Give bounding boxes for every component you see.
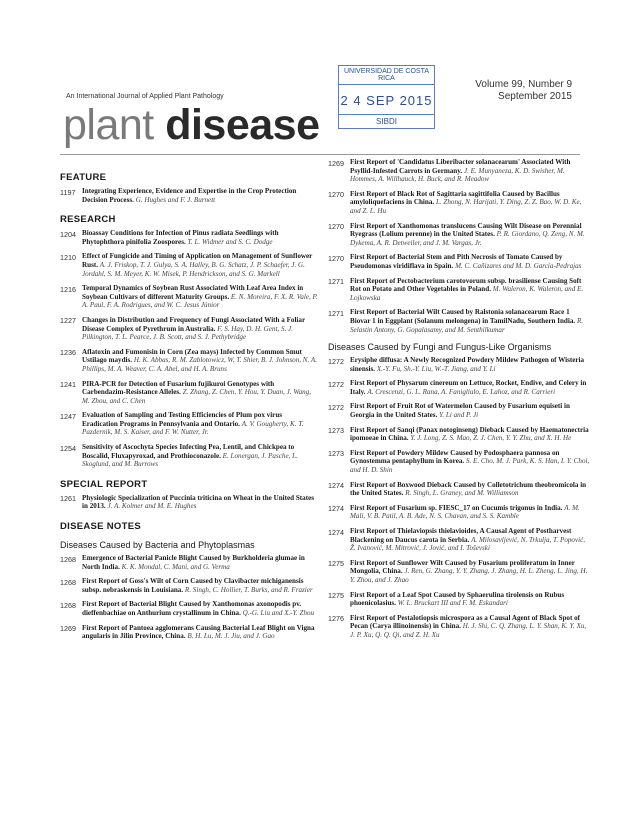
toc-entry [60,316,318,342]
entry-text [82,252,318,278]
article-title: First Report of Pestalotiopsis microspora as a Causal Agent of Black Spot of Pecan (Carya illinoinensis) in China. [350,613,581,631]
entry-text [82,443,318,469]
entry-text [82,624,318,641]
issue-date: September 2015 [498,91,572,102]
page-number: 1241 [60,380,76,389]
page-number: 1247 [60,411,76,421]
article-authors: E. N. Moreira, F. X. R. Vale, P. A. Paul, F. A. Rodrigues, and W. C. Jesus Júnior [82,292,318,310]
page-number: 1276 [328,614,344,624]
subsection-heading: Diseases Caused by Bacteria and Phytoplasmas [60,540,255,551]
entry-text [350,527,590,553]
article-authors: Y. J. Long, Z. S. Mao, Z. J. Chen, Y. Y. Zhu, and X. H. He [410,434,572,443]
article-title: Bioassay Conditions for Infection of Pinus radiata Seedlings with Phytophthora pinifolia Zoospores. [82,229,279,246]
article-title: Physiologic Specialization of Puccinia triticina on Wheat in the United States in 2013. [82,493,314,511]
toc-entry [328,527,590,553]
toc-entry [60,380,318,406]
page-number: 1270 [328,190,344,200]
page-number: 1270 [328,222,344,232]
page-number: 1271 [328,277,344,287]
entry-text [350,190,590,216]
page-number: 1261 [60,494,76,504]
page-number: 1210 [60,252,76,262]
page-number: 1268 [60,600,76,610]
entry-text [350,402,590,419]
page-number: 1236 [60,348,76,358]
library-stamp [338,65,435,129]
toc-entry [60,443,318,469]
article-authors: L. Zhong, N. Harijati, Y. Ding, Z. Z. Bao, W. D. Ke, and Z. L. Hu [350,198,582,215]
toc-entry [328,277,590,303]
page-number: 1275 [328,559,344,569]
page-number: 1197 [60,187,76,197]
journal-tagline: An International Journal of Applied Plant Pathology [66,93,224,100]
page-number: 1274 [328,481,344,491]
article-authors: W. L. Bruckart III and F. M. Eskandari [397,599,508,608]
article-title: Effect of Fungicide and Timing of Application on Management of Sunflower Rust. [82,252,313,269]
article-title: First Report of Physarum cinereum on Lettuce, Rocket, Endive, and Celery in Italy. [350,379,587,396]
toc-entry [60,411,318,437]
article-title: First Report of Thielaviopsis thielavioides, A Causal Agent of Postharvest Blackening on Daucus carota in Serbia. [350,527,572,544]
toc-entry [60,284,318,310]
article-authors: H. J. Shi, C. Q. Zhang, L. Y. Shan, K. Y. Xu, J. P. Xu, Q. Q. Qi, and Z. H. Xu [350,622,587,639]
article-title: First Report of Pantoea agglomerans Causing Bacterial Leaf Blight on Vigna angularis in Jilin Province, China. [82,623,315,641]
entry-text [350,253,590,270]
toc-entry [60,624,318,641]
article-title: PIRA-PCR for Detection of Fusarium fujikuroi Genotypes with Carbendazim-Resistance Alleles. [82,379,275,397]
page-number: 1272 [328,402,344,412]
article-title: First Report of Boxwood Dieback Caused by Colletotrichum theobromicola in the United States. [350,480,587,498]
toc-entry [328,158,590,184]
toc-entry [328,591,590,608]
page-number: 1268 [60,554,76,564]
article-title: Integrating Experience, Evidence and Expertise in the Crop Protection Decision Process. [82,187,297,204]
page-number: 1272 [328,379,344,389]
toc-entry [60,577,318,594]
section-heading: SPECIAL REPORT [60,478,148,490]
page-number: 1270 [328,253,344,263]
article-title: First Report of Sanqi (Panax notoginseng) Dieback Caused by Haematonectria ipomoeae in China. [350,425,589,443]
entry-text [82,316,318,342]
toc-entry [60,600,318,617]
article-authors: M. C. Cañizares and M. D. García-Pedrajas [455,261,582,270]
section-heading: DISEASE NOTES [60,521,141,533]
article-title: First Report of Black Rot of Sagittaria sagittifolia Caused by Bacillus amyloliquefaciens in China. [350,189,560,207]
article-authors: A. Crescenzi, G. L. Rana, A. Fanigliulo, E. Lahoz, and R. Carrieri [367,387,556,396]
journal-title [63,102,320,148]
toc-entry [328,426,590,443]
entry-text [350,379,590,396]
entry-text [350,426,590,443]
page-number: 1254 [60,443,76,453]
toc-entry [328,481,590,498]
entry-text [82,187,318,204]
article-title: First Report of Sunflower Wilt Caused by Fusarium proliferatum in Inner Mongolia, China. [350,558,575,576]
article-authors: Y. Li and P. Ji [439,411,479,420]
entry-text [350,504,590,521]
page-number: 1272 [328,356,344,366]
entry-text [82,600,318,617]
right-column [328,158,590,646]
article-title: Erysiphe diffusa: A Newly Recognized Powdery Mildew Pathogen of Wisteria sinensis. [350,356,585,373]
issue-info [475,79,572,103]
page-number: 1273 [328,449,344,459]
article-authors: A. J. Friskop, T. J. Gulya, S. A. Halley, B. G. Schatz, J. P. Schaefer, J. G. Jordahl, S. M. Meyer, K. W. Misek, P. Hendrickson, and S. G. Markell [82,260,305,278]
entry-text [82,411,318,437]
article-authors: A. M. Mali, V. B. Patil, A. B. Ade, N. S. Chavan, and S. S. Kamble [350,503,580,521]
stamp-institution: UNIVERSIDAD DE COSTA RICA [339,66,434,85]
toc-entry [328,308,590,334]
article-title: First Report of Bacterial Stem and Pith Necrosis of Tomato Caused by Pseudomonas viridiflava in Spain. [350,253,563,270]
article-authors: P. R. Giordano, Q. Zeng, N. M. Dykema, A. R. Detweiler, and J. M. Vargas, Jr. [350,230,585,247]
page-number: 1216 [60,284,76,294]
article-authors: K. K. Mondal, C. Mani, and G. Verma [121,562,230,571]
article-title: Aflatoxin and Fumonisin in Corn (Zea mays) Infected by Common Smut Ustilago maydis. [82,347,302,365]
entry-text [350,158,590,184]
article-authors: E. Lonergan, J. Pasche, L. Skoglund, and M. Burrows [82,451,298,469]
article-title: First Report of Goss's Wilt of Corn Caused by Clavibacter michiganensis subsp. nebraskensis in Louisiana. [82,577,304,594]
article-title: First Report of Fruit Rot of Watermelon Caused by Fusarium equiseti in Georgia in the United States. [350,402,570,420]
entry-text [350,449,590,475]
toc-entry [328,222,590,248]
article-title: First Report of a Leaf Spot Caused by Sphaerulina tirolensis on Rubus phoenicolasius. [350,590,565,608]
page-number: 1273 [328,426,344,436]
toc-entry [328,253,590,270]
toc-entry [328,449,590,475]
stamp-unit: SIBDI [339,114,434,128]
toc-entry [60,348,318,374]
toc-entry [328,559,590,585]
entry-text [350,559,590,585]
entry-text [350,356,590,373]
article-title: Evaluation of Sampling and Testing Efficiencies of Plum pox virus Eradication Programs in Pennsylvania and Ontario. [82,411,283,428]
entry-text [82,284,318,310]
section-heading: FEATURE [60,172,107,183]
page-number: 1274 [328,527,344,537]
entry-text [82,380,318,406]
article-title: First Report of Bacterial Wilt Caused by Ralstonia solanacearum Race 1 Biovar 1 in Eggplant (Solanum melongena) in TamilNadu, Southern India. [350,308,576,325]
entry-text [82,494,318,511]
page-number: 1274 [328,504,344,514]
page-number: 1275 [328,591,344,601]
page-number: 1269 [60,624,76,634]
subsection-heading: Diseases Caused by Fungi and Fungus-Like Organisms [328,342,552,353]
article-title: Sensitivity of Ascochyta Species Infecting Pea, Lentil, and Chickpea to Boscalid, Fluxapyroxad, and Prothioconazole. [82,443,295,460]
article-authors: X.-Y. Fu, Sh.-Y. Liu, W.-T. Jiang, and Y. Li [376,364,496,373]
article-authors: J. E. Munyaneza, K. D. Swisher, M. Hommes, A. Willhauck, H. Buck, and R. Meadow [350,166,565,184]
entry-text [350,277,590,303]
toc-entry [60,554,318,571]
article-authors: R. Singh, L. Graney, and M. Williamson [405,489,519,498]
article-authors: Q.-G. Liu and X.-Y. Zhou [242,609,315,617]
entry-text [350,308,590,334]
entry-text [82,554,318,571]
article-authors: A. Milosavljević, N. Trkulja, T. Popović, Ž. Ivanović, M. Mitrović, J. Jović, and I. Toševski [350,535,586,553]
article-title: First Report of Bacterial Blight Caused by Xanthomonas axonopodis pv. dieffenbachiae on Anthurium crystallinum in China. [82,600,302,617]
article-authors: R. Singh, C. Hollier, T. Burks, and R. Frazier [184,585,313,594]
entry-text [82,577,318,594]
header-divider [60,154,580,155]
entry-text [350,222,590,248]
article-title: First Report of 'Candidatus Liberibacter solanacearum' Associated With Psyllid-Infested Carrots in Germany. [350,158,571,175]
toc-entry [328,402,590,419]
article-title: Changes in Distribution and Frequency of Fungi Associated With a Foliar Disease Complex of Pyrethrum in Australia. [82,315,305,333]
article-title: First Report of Powdery Mildew Caused by Podosphaera pannosa on Gynostemma pentaphyllum in Korea. [350,448,560,466]
article-authors: Z. Zhang, Z. Chen, Y. Hou, Y. Duan, J. Wang, M. Zhou, and C. Chen [82,388,311,405]
article-authors: G. Hughes and F. J. Burnett [135,195,216,204]
volume-number: Volume 99, Number 9 [475,79,572,90]
left-column [60,158,318,647]
article-authors: R. Selastin Antony, G. Gopalasamy, and M. Senthilkumar [350,316,584,334]
toc-entry [60,229,318,246]
article-authors: J. A. Kolmer and M. E. Hughes [107,502,197,511]
title-part-disease: disease [165,101,320,149]
entry-text [82,229,318,246]
article-title: Emergence of Bacterial Panicle Blight Caused by Burkholderia glumae in North India. [82,554,305,571]
page-number: 1269 [328,158,344,168]
section-heading: RESEARCH [60,214,116,226]
toc-entry [60,252,318,278]
stamp-date: 2 4 SEP 2015 [340,93,433,108]
article-authors: F. S. Hay, D. H. Gent, S. J. Pilkington, T. L. Pearce, J. B. Scott, and S. J. Pethybridge [82,324,293,342]
toc-entry [60,187,318,204]
article-title: First Report of Pectobacterium carotovorum subsp. brasiliense Causing Soft Rot on Potato and Other Vegetables in Poland. [350,276,582,294]
toc-entry [328,356,590,373]
entry-text [350,614,590,640]
toc-entry [328,504,590,521]
article-authors: H. K. Abbas, R. M. Zablotowicz, W. T. Shier, B. J. Johnson, N. A. Phillips, M. A. Weaver, C. A. Abel, and H. A. Bruns [82,356,318,373]
toc-entry [60,494,318,511]
article-authors: J. Ren, G. Zhang, Y. Y. Zhang, J. Zhang, H. L. Zheng, L. Jing, H. Y. Zhou, and J. Zhao [350,567,588,584]
article-authors: M. Waleron, K. Waleron, and E. Lojkowska [350,285,584,302]
toc-entry [328,614,590,640]
entry-text [350,481,590,498]
page-number: 1268 [60,577,76,587]
title-part-plant: plant [63,101,154,149]
article-title: Temporal Dynamics of Soybean Rust Associated With Leaf Area Index in Soybean Cultivars of different Maturity Groups. [82,284,304,301]
article-authors: A. V. Gougherty, K. T. Pazdernik, M. S. Kaiser, and F. W. Nutter, Jr. [82,419,304,437]
toc-entry [328,190,590,216]
toc-entry [328,379,590,396]
page-number: 1271 [328,308,344,318]
entry-text [350,591,590,608]
article-title: First Report of Fusarium sp. FIESC_17 on Cucumis trigonus in India. [350,503,563,512]
article-authors: B. H. Lu, M. J. Jiu, and J. Gao [187,632,275,641]
entry-text [82,348,318,374]
page-number: 1227 [60,316,76,326]
page-number: 1204 [60,229,76,239]
article-authors: T. L. Widmer and S. C. Dodge [187,237,273,246]
article-title: First Report of Xanthomonas translucens Causing Wilt Disease on Perennial Ryegrass (Lolium perenne) in the United States. [350,221,582,239]
article-authors: S. E. Cho, M. J. Park, K. S. Han, I. Y. Choi, and H. D. Shin [350,457,590,475]
